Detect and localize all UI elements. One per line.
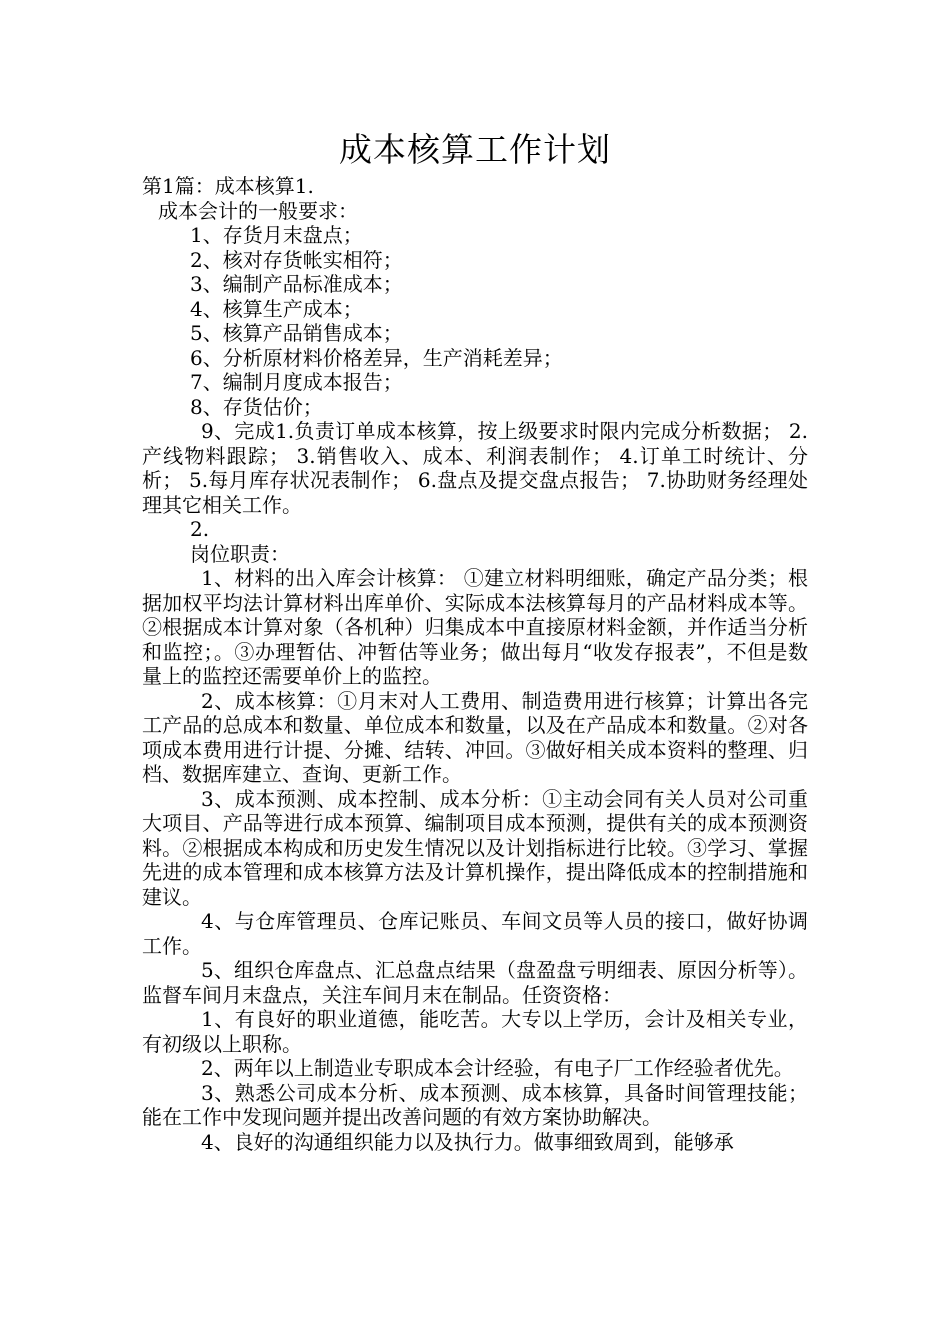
qualification-paragraph: 3、熟悉公司成本分析、成本预测、成本核算，具备时间管理技能；能在工作中发现问题并提出改善问题的有效方案协助解决。 xyxy=(142,1080,808,1129)
duty-paragraph: 2、成本核算：①月末对人工费用、制造费用进行核算；计算出各完工产品的总成本和数量、单位成本和数量，以及在产品成本和数量。②对各项成本费用进行计提、分摊、结转、冲回。③做好相关成本资料的整理、归档、数据库建立、查询、更新工作。 xyxy=(142,688,808,786)
duty-paragraph: 4、与仓库管理员、仓库记账员、车间文员等人员的接口，做好协调工作。 xyxy=(142,909,808,958)
list-item: 4、核算生产成本； xyxy=(190,296,363,321)
list-item-9-paragraph: 9、完成1.负责订单成本核算，按上级要求时限内完成分析数据； 2.产线物料跟踪； 3.销售收入、成本、利润表制作； 4.订单工时统计、分析； 5.每月库存状况表制作； 6.盘点及提交盘点报告； 7.协助财务经理处理其它相关工作。 xyxy=(142,419,808,517)
section-heading-job-duties: 岗位职责： xyxy=(190,541,290,566)
duty-paragraph: 5、组织仓库盘点、汇总盘点结果（盘盈盘亏明细表、原因分析等）。监督车间月末盘点，关注车间月末在制品。任资资格： xyxy=(142,958,808,1007)
chapter-heading: 第1篇：成本核算1. xyxy=(142,174,314,198)
list-item: 2、核对存货帐实相符； xyxy=(190,247,403,272)
duty-paragraph: 3、成本预测、成本控制、成本分析：①主动会同有关人员对公司重大项目、产品等进行成本预算、编制项目成本预测，提供有关的成本预测资料。②根据成本构成和历史发生情况以及计划指标进行比较。③学习、掌握先进的成本管理和成本核算方法及计算机操作，提出降低成本的控制措施和建议。 xyxy=(142,786,808,909)
document-body xyxy=(142,174,808,1154)
qualification-paragraph: 4、良好的沟通组织能力以及执行力。做事细致周到，能够承 xyxy=(201,1129,734,1154)
document-title: 成本核算工作计划 xyxy=(339,130,611,169)
list-item: 8、存货估价； xyxy=(190,394,323,419)
list-item: 3、编制产品标准成本； xyxy=(190,272,403,296)
qualification-paragraph: 2、两年以上制造业专职成本会计经验，有电子厂工作经验者优先。 xyxy=(201,1056,794,1080)
section-heading-general-requirements: 成本会计的一般要求： xyxy=(158,198,358,223)
qualification-paragraph: 1、有良好的职业道德，能吃苦。大专以上学历，会计及相关专业，有初级以上职称。 xyxy=(142,1007,808,1056)
list-item: 7、编制月度成本报告； xyxy=(190,370,403,394)
section-marker: 2. xyxy=(190,517,210,541)
duty-paragraph: 1、材料的出入库会计核算： ①建立材料明细账，确定产品分类；根据加权平均法计算材料出库单价、实际成本法核算每月的产品材料成本等。②根据成本计算对象（各机种）归集成本中直接原材料金额，并作适当分析和监控；。③办理暂估、冲暂估等业务；做出每月“收发存报表”，不但是数量上的监控还需要单价上的监控。 xyxy=(142,566,808,688)
list-item: 5、核算产品销售成本； xyxy=(190,321,403,345)
list-item: 1、存货月末盘点； xyxy=(190,223,363,247)
list-item: 6、分析原材料价格差异，生产消耗差异； xyxy=(190,345,563,370)
